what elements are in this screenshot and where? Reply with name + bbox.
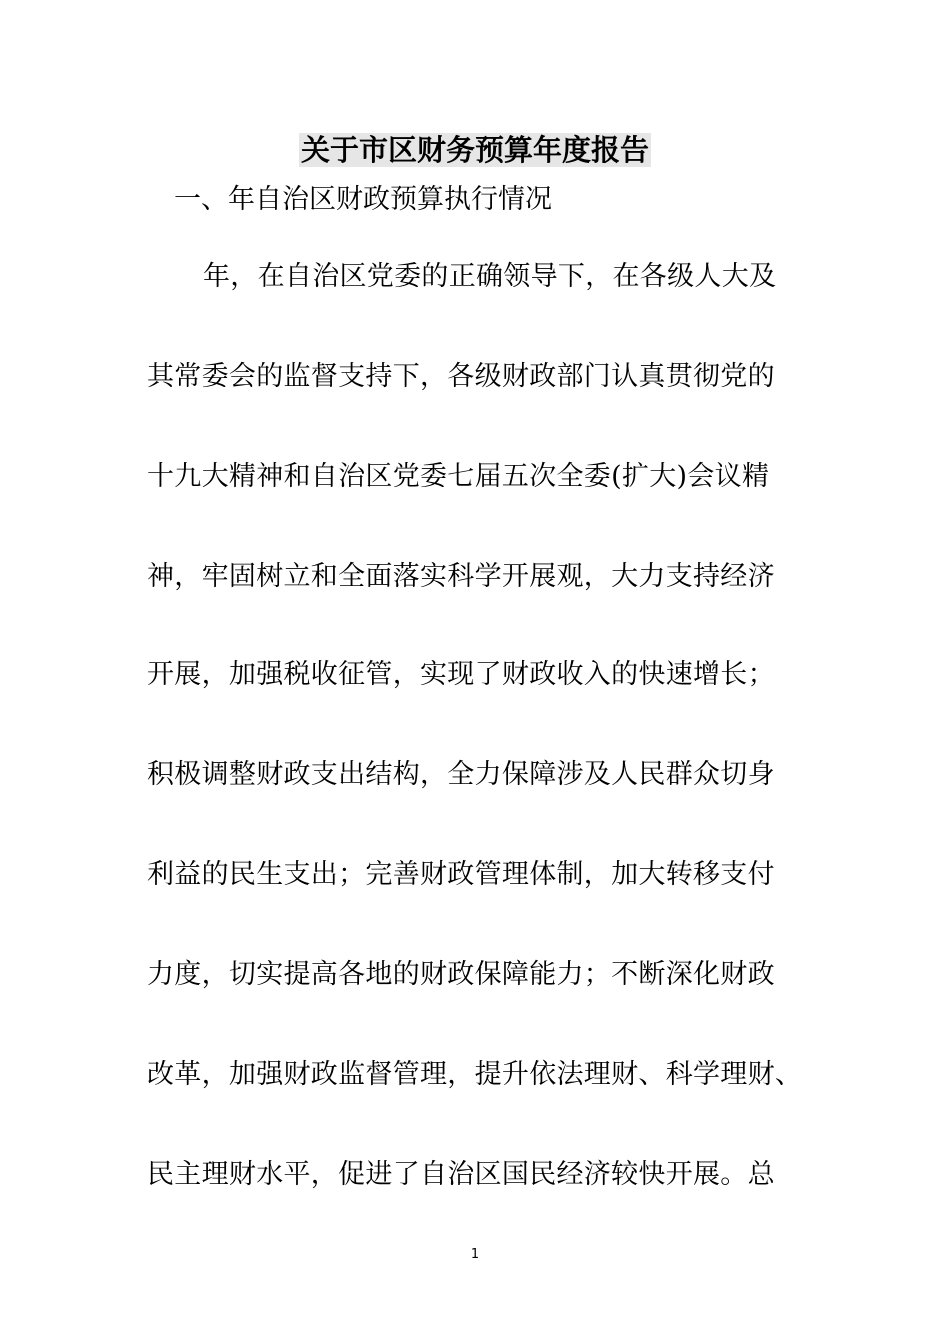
paragraph-line: 其常委会的监督支持下，各级财政部门认真贯彻党的 (147, 361, 775, 392)
paragraph-line: 年，在自治区党委的正确领导下，在各级人大及 (203, 261, 777, 292)
paragraph-line: 开展，加强税收征管，实现了财政收入的快速增长； (147, 659, 775, 690)
paragraph-line: 民主理财水平，促进了自治区国民经济较快开展。总 (147, 1159, 775, 1190)
document-title-text: 关于市区财务预算年度报告 (300, 133, 649, 167)
paragraph-line: 改革，加强财政监督管理，提升依法理财、科学理财、 (147, 1059, 803, 1090)
paragraph-line: 力度，切实提高各地的财政保障能力；不断深化财政 (147, 959, 775, 990)
paragraph-line: 十九大精神和自治区党委七届五次全委(扩大)会议精 (147, 461, 770, 492)
page-number: 1 (470, 1247, 480, 1262)
paragraph-line: 利益的民生支出；完善财政管理体制，加大转移支付 (147, 859, 775, 890)
paragraph-line: 积极调整财政支出结构，全力保障涉及人民群众切身 (147, 759, 775, 790)
section-heading: 一、年自治区财政预算执行情况 (174, 184, 552, 215)
document-title (0, 130, 950, 170)
paragraph-line: 神，牢固树立和全面落实科学开展观，大力支持经济 (147, 561, 775, 592)
